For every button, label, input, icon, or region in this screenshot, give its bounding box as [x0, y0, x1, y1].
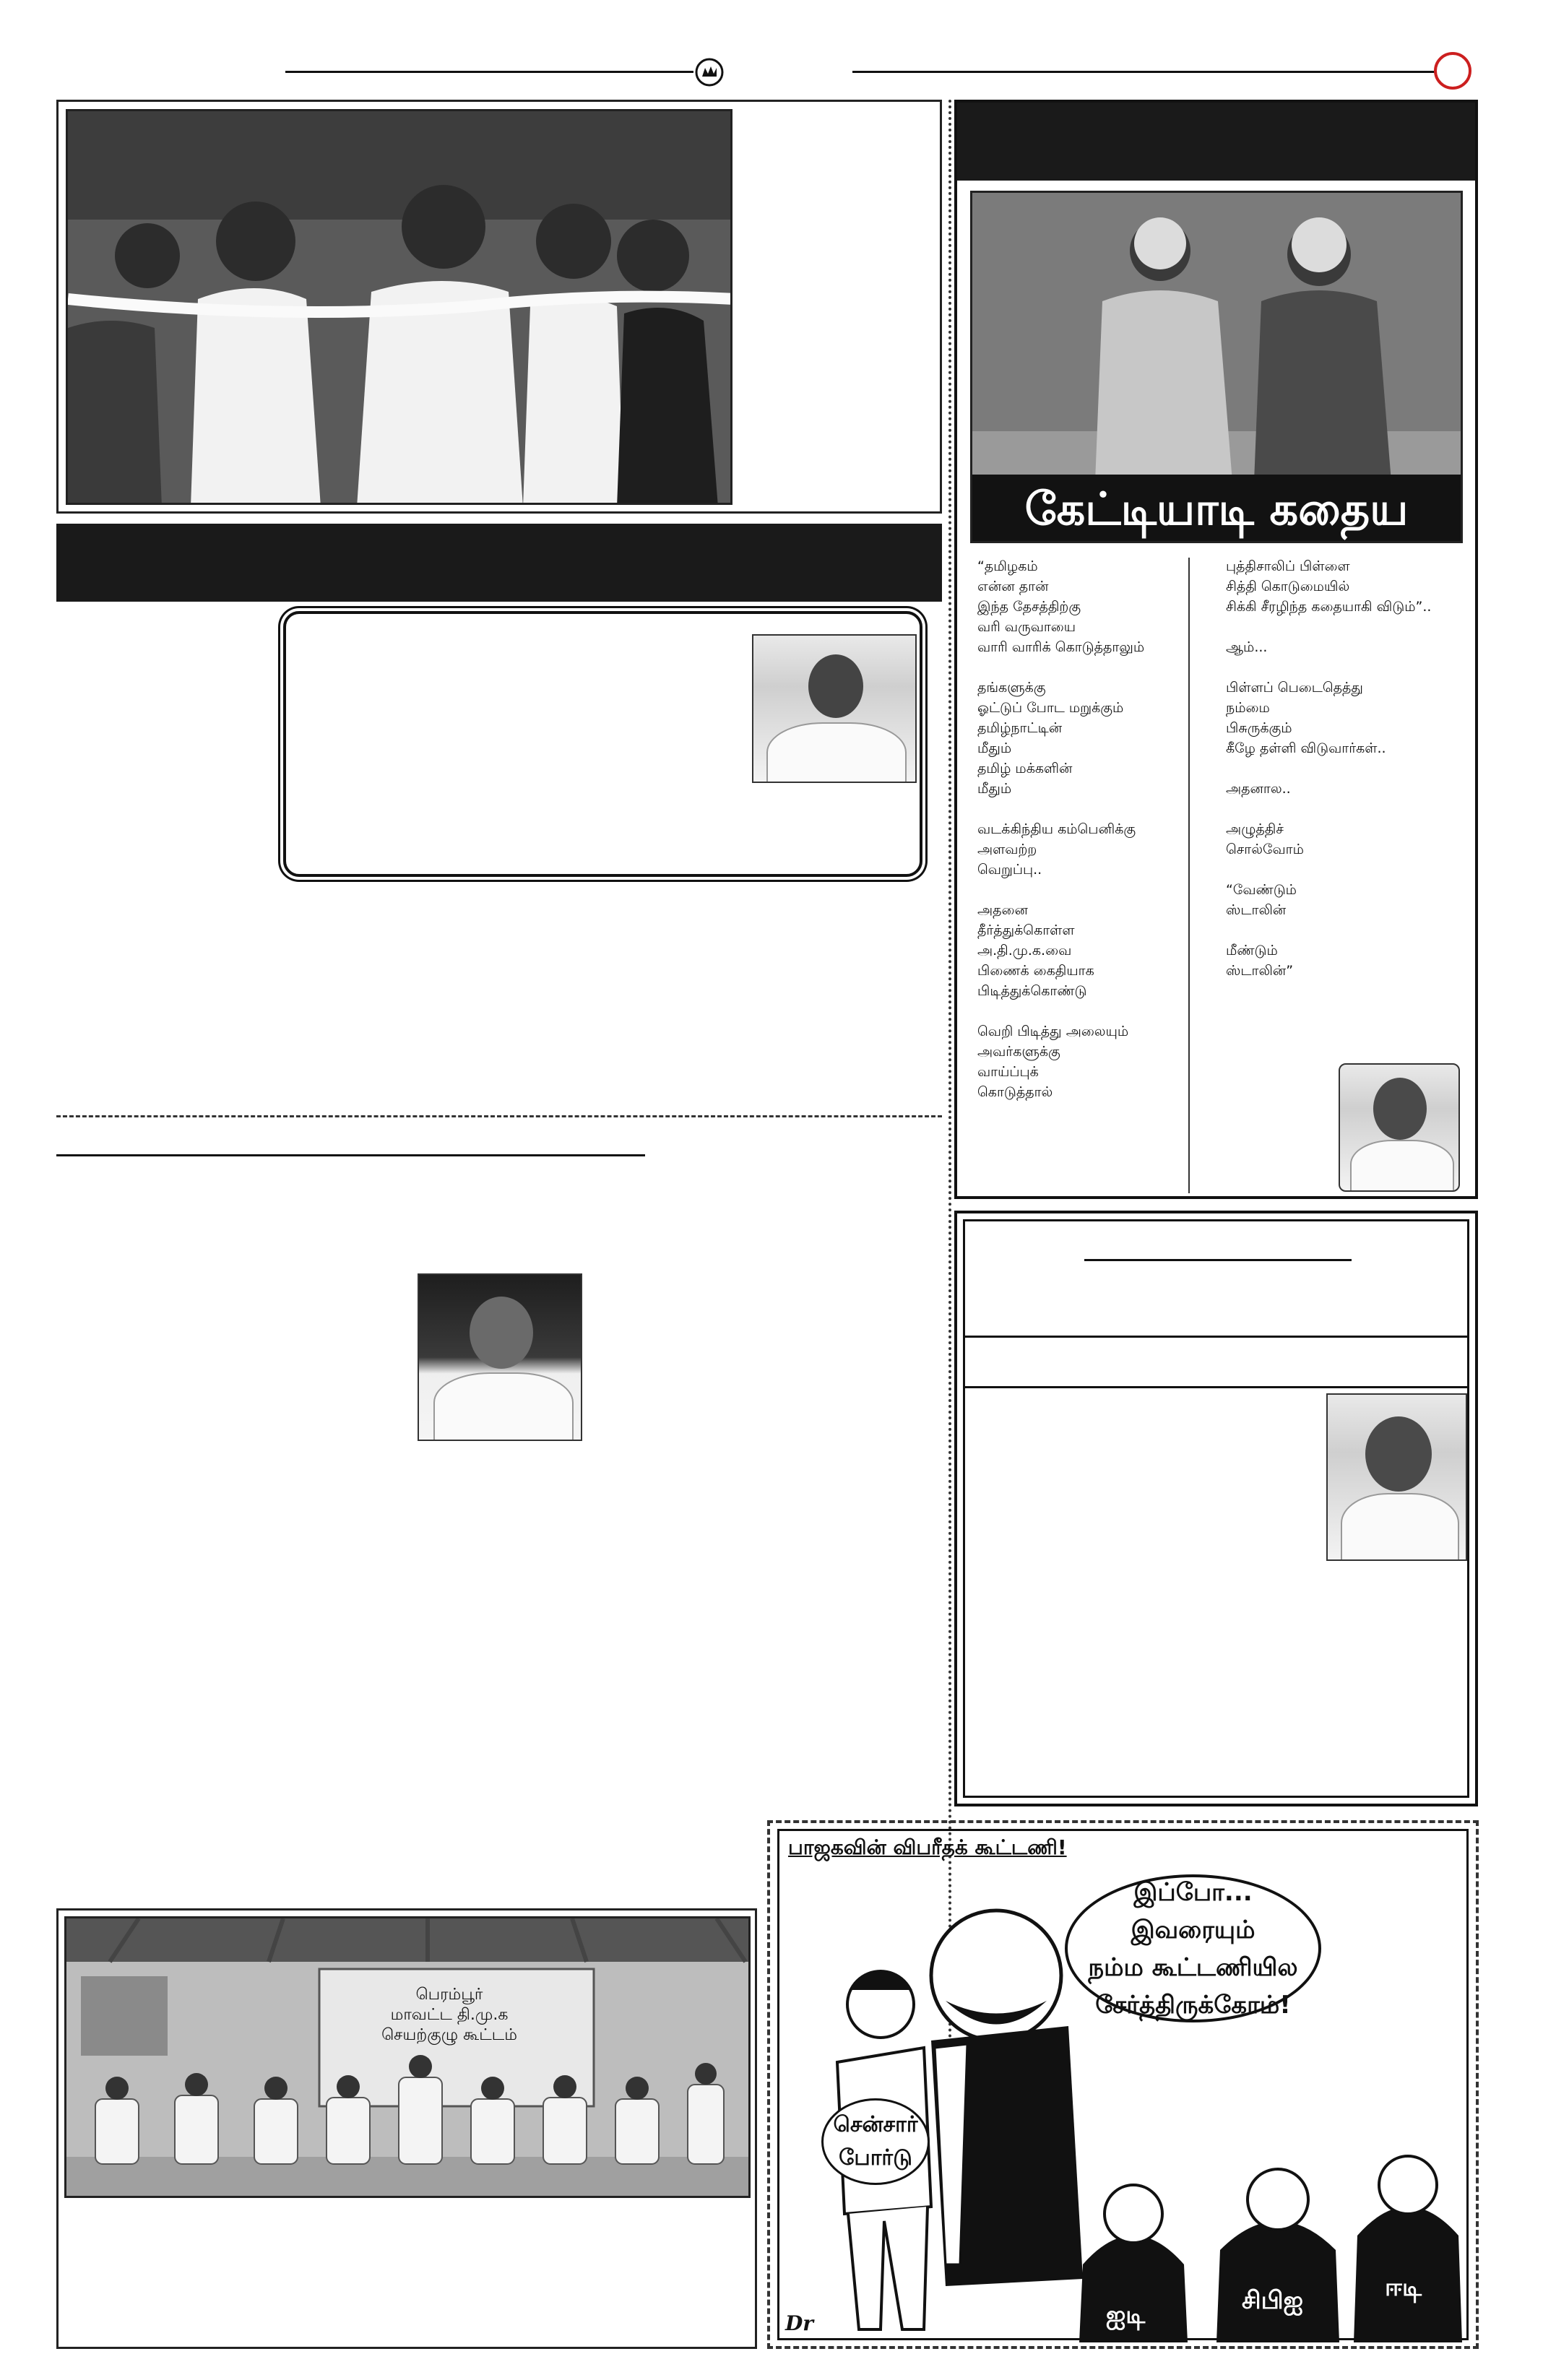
quote-box: [283, 611, 922, 877]
right-article-divider-1: [965, 1336, 1467, 1338]
header-rule-right: [852, 71, 1438, 73]
poem-column-left: “தமிழகம் என்ன தான் இந்த தேசத்திற்கு வரி வருவாயை வாரி வாரிக் கொடுத்தாலும் தங்களுக்கு ஓட்டுப் போட மறுக்கும் தமிழ்நாட்டின் மீதும் தமிழ் மக்களின் மீதும் வடக்கிந்திய கம்பெனிக்கு அளவற்ற வெறுப்பு.. அதனை தீர்த்துக்கொள்ள அ.தி.மு.க.வை பிணைக் கைதியாக பிடித்துக்கொண்டு வெறி பிடித்து அலையும் அவர்களுக்கு வாய்ப்புக் கொடுத்தால்: [977, 558, 1145, 1100]
back-label-it: ஐடி: [1106, 2301, 1146, 2329]
speech-bubble: இப்போ... இவரையும் நம்ம கூட்டணியில சேர்த்திருக்கோம்!: [1065, 1874, 1321, 2022]
back-label-cbi: சிபிஐ: [1242, 2286, 1303, 2315]
cartoon-inner: [777, 1829, 1469, 2340]
portrait-middle: [418, 1273, 582, 1441]
right-article-inner: [963, 1219, 1469, 1798]
cartoonist-signature: Dr: [785, 2311, 814, 2335]
section-divider-left: [56, 1115, 942, 1117]
page-number-circle-icon: [1434, 52, 1471, 90]
censor-board-tag: சென்சார் போர்டு: [821, 2098, 930, 2185]
cartoon-frame: [767, 1820, 1479, 2349]
poem-panel-titlebar: [957, 103, 1475, 181]
header-rule-left: [285, 71, 693, 73]
headline-bar-left: [56, 524, 942, 602]
ribbon-cutting-photo: [66, 109, 732, 505]
right-article-divider-2: [965, 1386, 1467, 1388]
banner-line-2: மாவட்ட தி.மு.க: [390, 2006, 509, 2024]
photo-caption: கேட்டியாடி கதைய: [1024, 483, 1409, 535]
right-article-rule-top: [1084, 1259, 1352, 1261]
poem-column-rule: [1188, 558, 1190, 1193]
ribbon-photo-frame: [56, 100, 942, 514]
party-symbol-icon: [695, 58, 724, 87]
banner-text: [370, 1985, 529, 2046]
poem-column-right: புத்திசாலிப் பிள்ளை சித்தி கொடுமையில் சிக்கி சீரழிந்த கதையாகி விடும்”.. ஆம்... பிள்ளப் பெடைதெத்து நம்மை பிசுருக்கும் கீழே தள்ளி விடுவார்கள்.. அதனால.. அழுத்திச் சொல்வோம் “வேண்டும் ஸ்டாலின் மீண்டும் ஸ்டாலின்”: [1226, 558, 1432, 979]
poem-panel: [954, 100, 1478, 1199]
right-article-box: [954, 1211, 1478, 1806]
meeting-photo: [64, 1916, 751, 2198]
meeting-photo-frame: [56, 1908, 757, 2349]
portrait-right-article: [1326, 1393, 1467, 1561]
portrait-quote: [752, 634, 917, 783]
poet-portrait: [1339, 1063, 1460, 1192]
cartoon-title: பாஜகவின் விபரீதக் கூட்டணி!: [788, 1835, 1067, 1859]
subhead-underline: [56, 1154, 645, 1156]
elderly-women-photo: [970, 191, 1463, 543]
back-label-ed: ஈடி: [1385, 2273, 1422, 2302]
banner-line-3: செயற்குழு கூட்டம்: [381, 2026, 517, 2044]
banner-line-1: பெரம்பூர்: [415, 1986, 483, 2004]
